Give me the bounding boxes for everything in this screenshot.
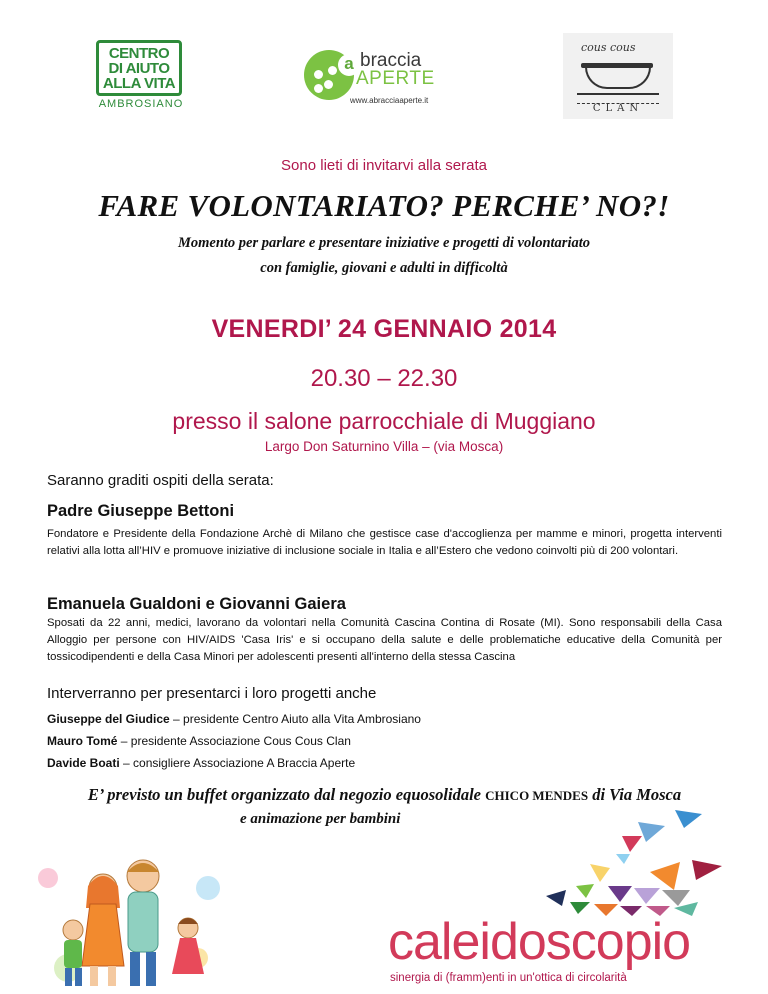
invite-line: Sono lieti di invitarvi alla serata [281,157,487,174]
guest-description: Fondatore e Presidente della Fondazione Archè di Milano che gestisce case d'accoglienza per mamme e minori, progetta interventi relativi alla lotta all’HIV e promuove iniziative di inclusione sociale in Italia e all’Estero che vedono coinvolti più di 200 volontari. [47,528,722,557]
guest-name: Emanuela Gualdoni e Giovanni Gaiera [47,595,346,613]
speaker-role: – consigliere Associazione A Braccia Aperte [119,756,356,770]
speaker-name: Davide Boati [47,756,120,770]
abraccia-line2: APERTE [356,68,435,89]
guests-intro: Saranno graditi ospiti della serata: [47,472,274,489]
centro-aiuto-vita-logo-box [96,40,182,96]
couscous-clan-logo [563,33,673,119]
subtitle-line-1: Momento per parlare e presentare iniziative e progetti di volontariato [177,235,591,251]
speaker-item [47,756,722,770]
caleidoscopio-word: caleidoscopio [388,913,691,971]
speaker-role: – presidente Centro Aiuto alla Vita Ambrosiano [169,712,421,726]
cav-logo-sub: AMBROSIANO [98,98,184,110]
main-title: FARE VOLONTARIATO? PERCHE’ NO?! [98,188,670,223]
family-illustration [28,848,228,994]
guest-name: Padre Giuseppe Bettoni [47,502,235,520]
caleidoscopio-logo [380,806,768,994]
subtitle-line-2: con famiglie, giovani e adulti in difficoltà [260,260,508,276]
speakers-intro: Interverranno per presentarci i loro progetti anche [47,685,377,702]
abraccia-letter-a: a [338,54,360,76]
cav-logo-line1: CENTRO [108,44,170,62]
guest-description: Sposati da 22 anni, medici, lavorano da volontari nella Comunità Cascina Contina di Rosate (MI). Sono responsabili della Casa Alloggio per persone con HIV/AIDS 'Casa Iris' e si occupano della salute e delle problematiche educative della Comunità per tossicodipendenti e della Casa Minori per adolescenti presenti all'interno della stessa Cascina [47,617,722,663]
couscous-logo-top: cous cous [581,41,636,54]
speaker-item [47,734,722,748]
event-address: Largo Don Saturnino Villa – (via Mosca) [264,439,504,454]
centro-aiuto-vita-logo [96,40,186,116]
buffet-line-2: e animazione per bambini [240,811,401,827]
couscous-bowl-icon [585,67,651,89]
cav-logo-line3: ALLA VITA [102,74,176,92]
buffet-text-b: di Via Mosca [588,785,682,804]
speaker-name: Mauro Tomé [47,734,118,748]
speaker-role: – presidente Associazione Cous Cous Clan [117,734,351,748]
speaker-name: Giuseppe del Giudice [47,712,170,726]
event-venue: presso il salone parrocchiale di Muggiano [172,408,596,434]
kaleidoscope-triangles-icon [380,806,768,916]
cav-logo-line2: DI AIUTO [108,59,170,77]
couscous-logo-bottom: CLAN [592,103,644,114]
caleidoscopio-tagline: sinergia di (framm)enti in un'ottica di circolarità [390,972,627,984]
event-time: 20.30 – 22.30 [310,365,458,392]
abraccia-line1: braccia [360,50,422,71]
abraccia-aperte-logo [298,44,474,110]
buffet-shop-name: CHICO MENDES [485,788,589,803]
abraccia-url: www.abracciaaperte.it [350,96,429,105]
buffet-line-1 [47,785,722,805]
event-date: VENERDI’ 24 GENNAIO 2014 [211,315,557,343]
speaker-item [47,712,722,726]
buffet-text-a: E’ previsto un buffet organizzato dal negozio equosolidale [87,785,486,804]
